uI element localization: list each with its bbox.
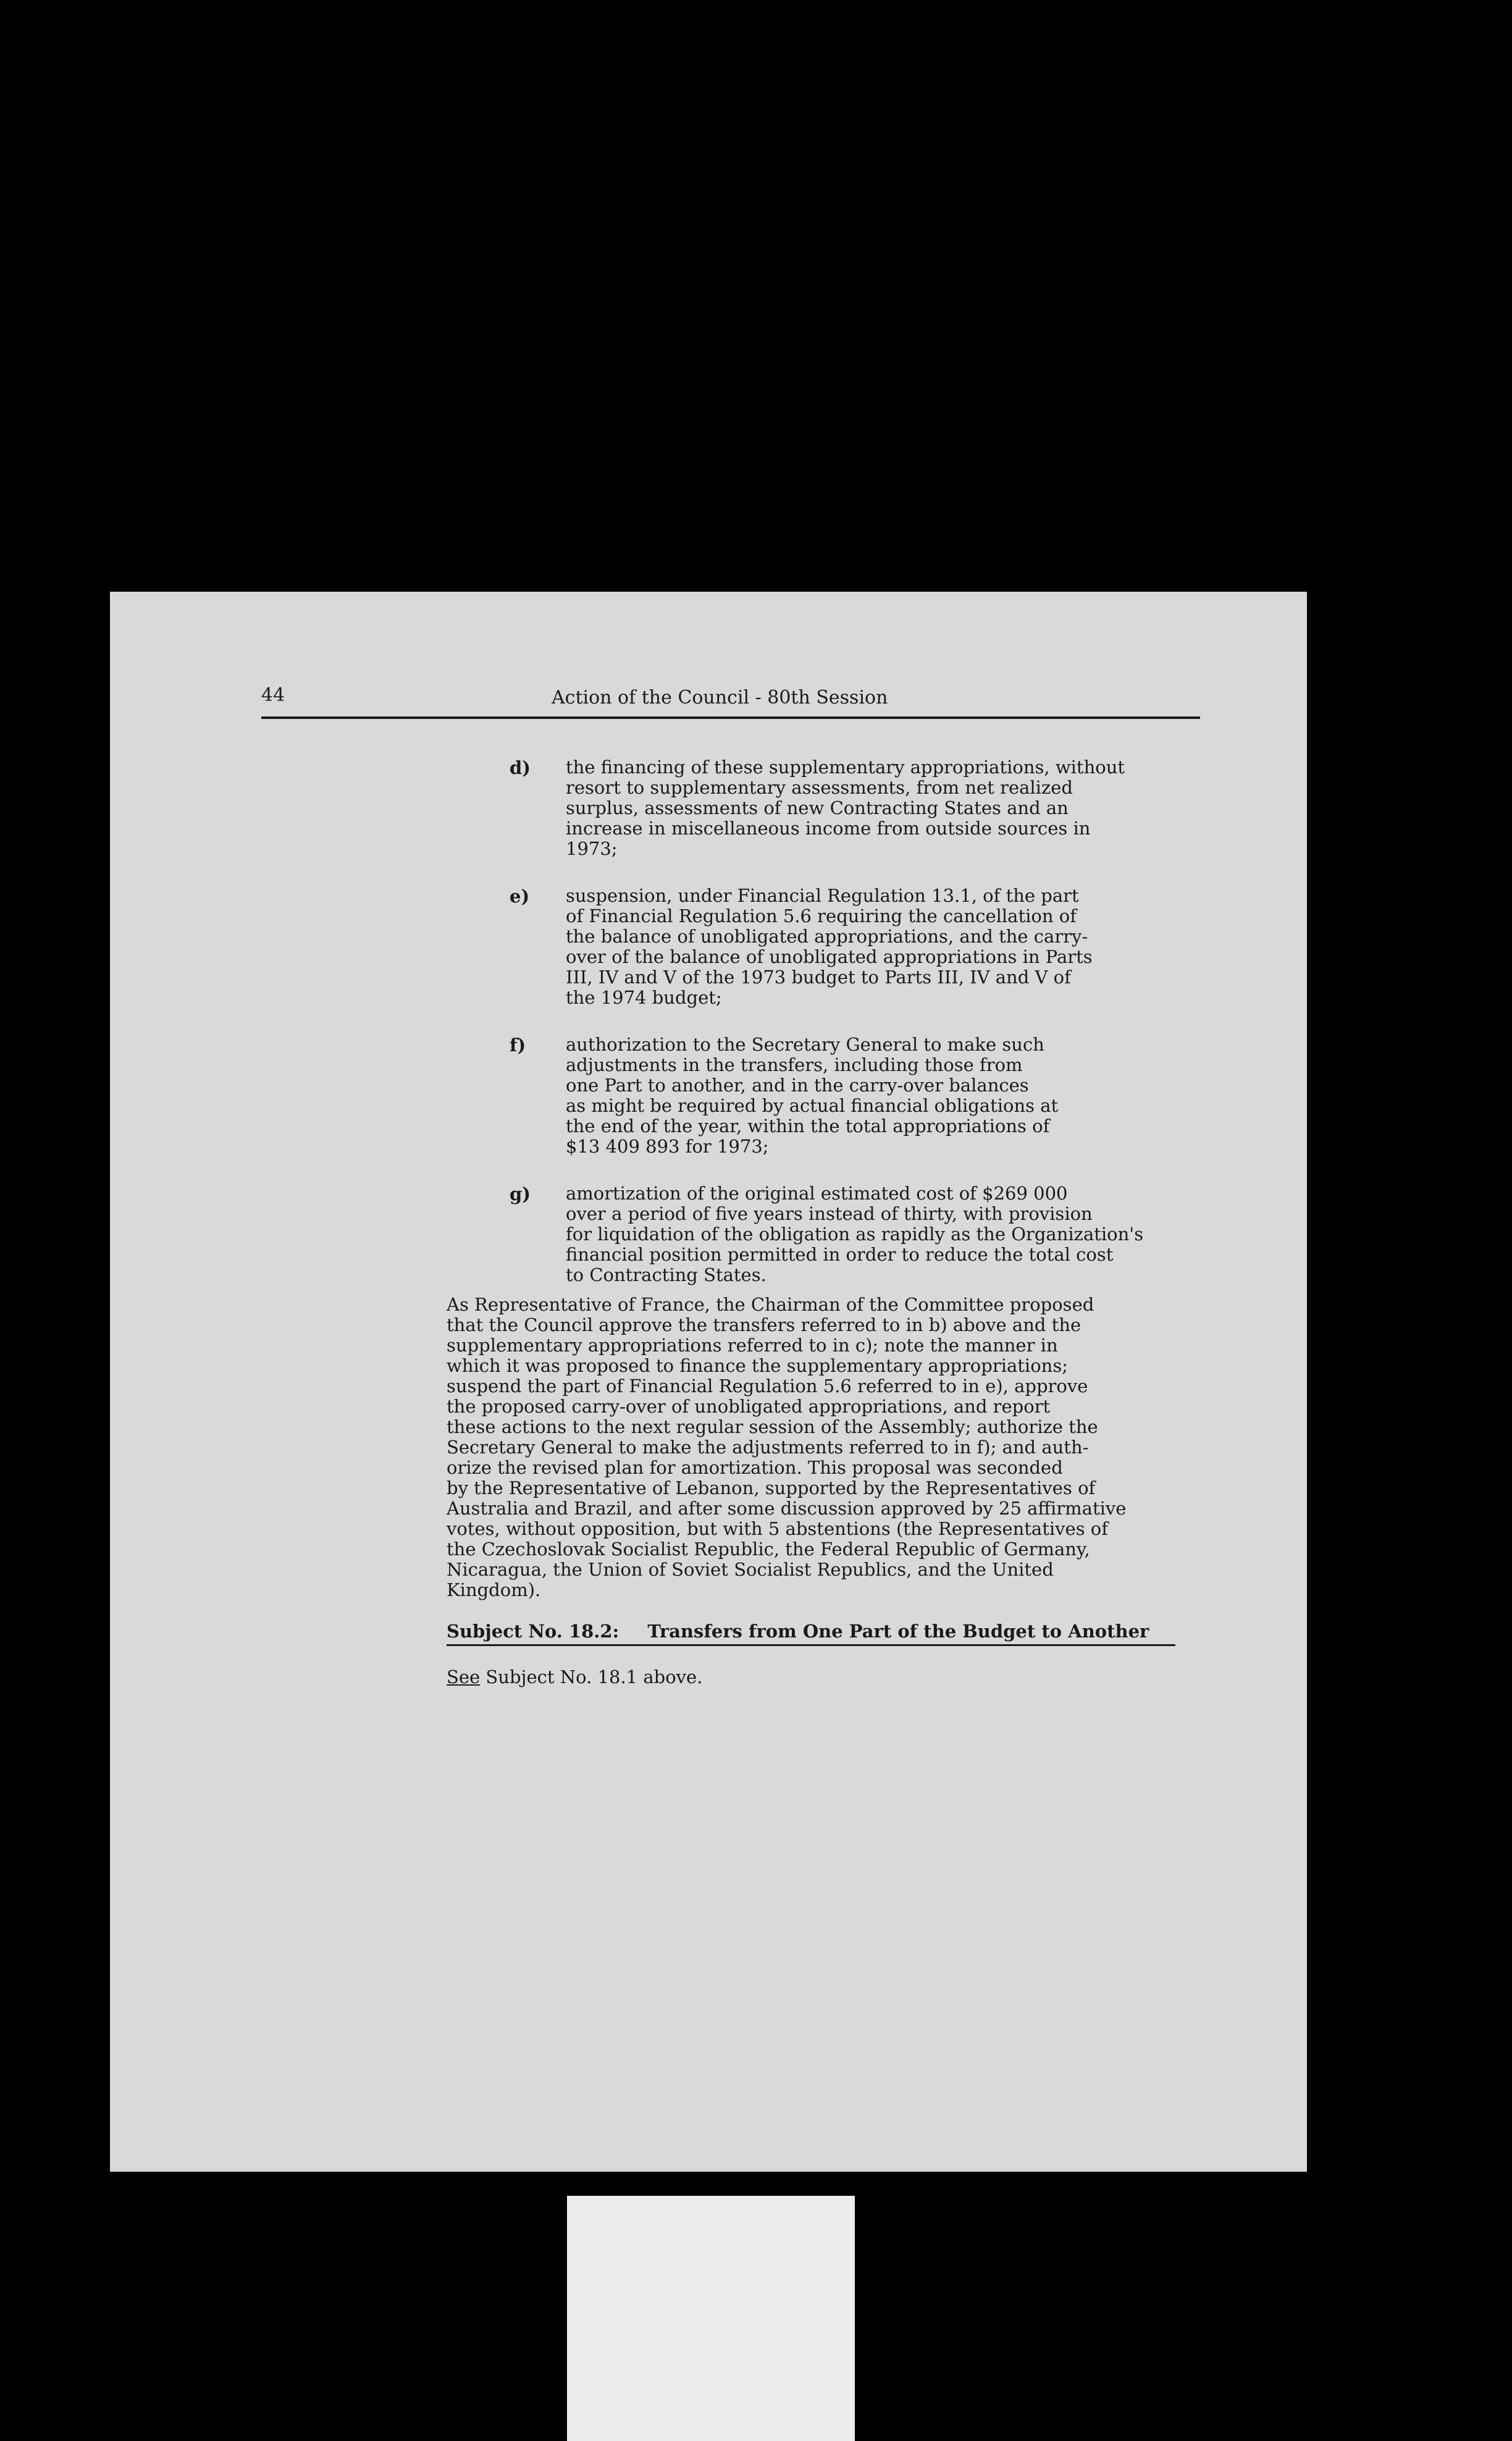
cross-reference bbox=[447, 1666, 702, 1687]
item-text: authorization to the Secretary General to make such adjustments in the transfers, including those from one Part to another, and in the carry-over balances as might be required by actual financial obligations at the end of the year, within the total appropriations of $13 409 893 for 1973; bbox=[566, 1034, 1059, 1157]
lettered-list bbox=[510, 757, 1331, 1312]
see-text: Subject No. 18.1 above. bbox=[480, 1666, 703, 1687]
page-number: 44 bbox=[261, 684, 285, 706]
list-item-g bbox=[510, 1183, 1331, 1285]
subject-label: Subject No. 18.2: bbox=[447, 1621, 620, 1642]
document-page bbox=[110, 592, 1307, 2172]
see-word: See bbox=[447, 1666, 481, 1687]
page-header bbox=[261, 684, 1200, 719]
item-letter: g) bbox=[510, 1183, 531, 1204]
item-letter: f) bbox=[510, 1035, 526, 1056]
item-letter: e) bbox=[510, 886, 530, 907]
proposal-paragraph: As Representative of France, the Chairman of the Committee proposed that the Council approve the transfers referred to in b) above and the supplementary appropriations referred to in c); note the manner in which it was proposed to finance the supplementary appropriations; suspend the part of Financial Regulation 5.6 referred to in e), approve the proposed carry-over of unobligated appropriations, and report these actions to the next regular session of the Assembly; authorize the Secretary General to make the adjustments referred to in f); and auth- orize the revised plan for amortization. This proposal was seconded by the Representative of Lebanon, supported by the Representatives of Australia and Brazil, and after some discussion approved by 25 affirmative votes, without opposition, but with 5 abstentions (the Representatives of the Czechoslovak Socialist Republic, the Federal Republic of Germany, Nicaragua, the Union of Soviet Socialist Republics, and the United Kingdom). bbox=[447, 1294, 1127, 1600]
item-text: amortization of the original estimated cost of $269 000 over a period of five years instead of thirty, with provision for liquidation of the obligation as rapidly as the Organization's financial position permitted in order to reduce the total cost to Contracting States. bbox=[566, 1183, 1144, 1285]
list-item-f bbox=[510, 1035, 1331, 1157]
header-title: Action of the Council - 80th Session bbox=[552, 687, 888, 708]
list-item-d bbox=[510, 757, 1331, 859]
item-text: suspension, under Financial Regulation 13.1, of the part of Financial Regulation 5.6 requiring the cancellation of the balance of unobligated appropriations, and the carry- over of the balance of unobligated appropriations in Parts III, IV and V of the 1973 budget to Parts III, IV and V of the 1974 budget; bbox=[566, 885, 1093, 1008]
subject-heading bbox=[447, 1621, 1175, 1646]
microfilm-target-card bbox=[567, 2196, 855, 2441]
list-item-e bbox=[510, 886, 1331, 1008]
item-letter: d) bbox=[510, 757, 531, 778]
item-text: the financing of these supplementary appropriations, without resort to supplementary assessments, from net realized surplus, assessments of new Contracting States and an increase in miscellaneous income from outside sources in 1973; bbox=[566, 757, 1125, 859]
subject-title: Transfers from One Part of the Budget to Another bbox=[647, 1621, 1149, 1642]
